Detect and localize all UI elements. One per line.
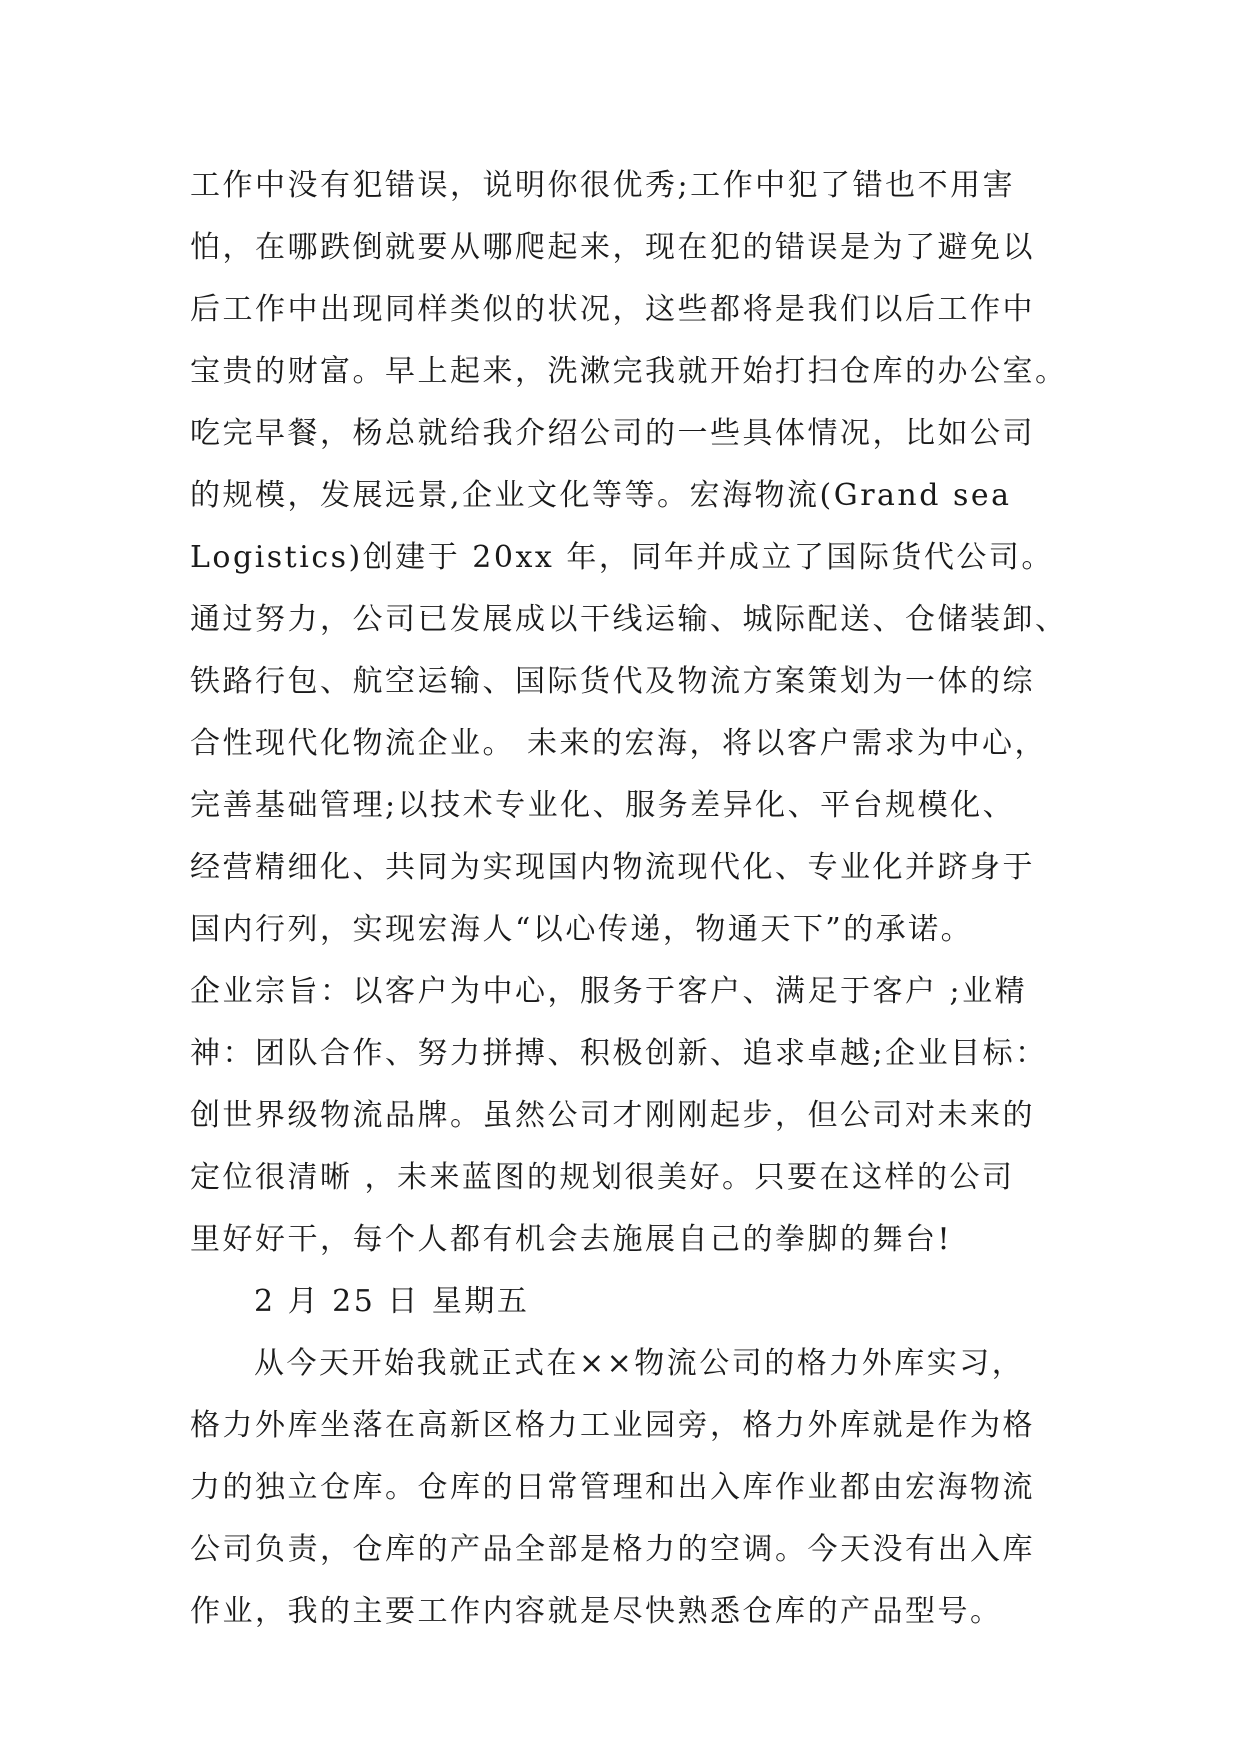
date-heading: 2 月 25 日 星期五 [254, 1284, 530, 1319]
text-line: 通过努力，公司已发展成以干线运输、城际配送、仓储装卸、 [190, 602, 1068, 637]
text-line: 企业宗旨：以客户为中心，服务于客户、满足于客户 ;业精 [190, 974, 1028, 1009]
text-line: 的规模，发展远景,企业文化等等。宏海物流(Grand sea [190, 478, 1012, 513]
text-line: 定位很清晰 ，未来蓝图的规划很美好。只要在这样的公司 [190, 1160, 1015, 1195]
text-line: 里好好干，每个人都有机会去施展自己的拳脚的舞台! [190, 1222, 953, 1257]
text-line: 吃完早餐，杨总就给我介绍公司的一些具体情况，比如公司 [190, 416, 1035, 451]
text-line: 国内行列，实现宏海人“以心传递，物通天下”的承诺。 [190, 912, 974, 947]
text-line: 后工作中出现同样类似的状况，这些都将是我们以后工作中 [190, 292, 1035, 327]
text-line: 经营精细化、共同为实现国内物流现代化、专业化并跻身于 [190, 850, 1035, 885]
text-line: 公司负责，仓库的产品全部是格力的空调。今天没有出入库 [190, 1532, 1035, 1567]
text-line: 完善基础管理;以技术专业化、服务差异化、平台规模化、 [190, 788, 1016, 823]
text-line: Logistics)创建于 20xx 年，同年并成立了国际货代公司。 [190, 540, 1054, 575]
text-line: 合性现代化物流企业。 未来的宏海，将以客户需求为中心， [190, 726, 1048, 761]
text-line: 格力外库坐落在高新区格力工业园旁，格力外库就是作为格 [190, 1408, 1035, 1443]
text-line: 怕，在哪跌倒就要从哪爬起来，现在犯的错误是为了避免以 [190, 230, 1035, 265]
text-line: 力的独立仓库。仓库的日常管理和出入库作业都由宏海物流 [190, 1470, 1035, 1505]
text-line: 神：团队合作、努力拼搏、积极创新、追求卓越;企业目标： [190, 1036, 1048, 1071]
text-line: 宝贵的财富。早上起来，洗漱完我就开始打扫仓库的办公室。 [190, 354, 1068, 389]
text-line: 作业，我的主要工作内容就是尽快熟悉仓库的产品型号。 [190, 1594, 1003, 1629]
text-line: 创世界级物流品牌。虽然公司才刚刚起步，但公司对未来的 [190, 1098, 1035, 1133]
document-body [190, 155, 1068, 1643]
second-paragraph [190, 1333, 1060, 1643]
first-paragraph [190, 155, 1068, 1271]
text-line: 工作中没有犯错误，说明你很优秀;工作中犯了错也不用害 [190, 168, 1016, 203]
text-line: 从今天开始我就正式在××物流公司的格力外库实习， [254, 1346, 1025, 1381]
text-line: 铁路行包、航空运输、国际货代及物流方案策划为一体的综 [190, 664, 1035, 699]
